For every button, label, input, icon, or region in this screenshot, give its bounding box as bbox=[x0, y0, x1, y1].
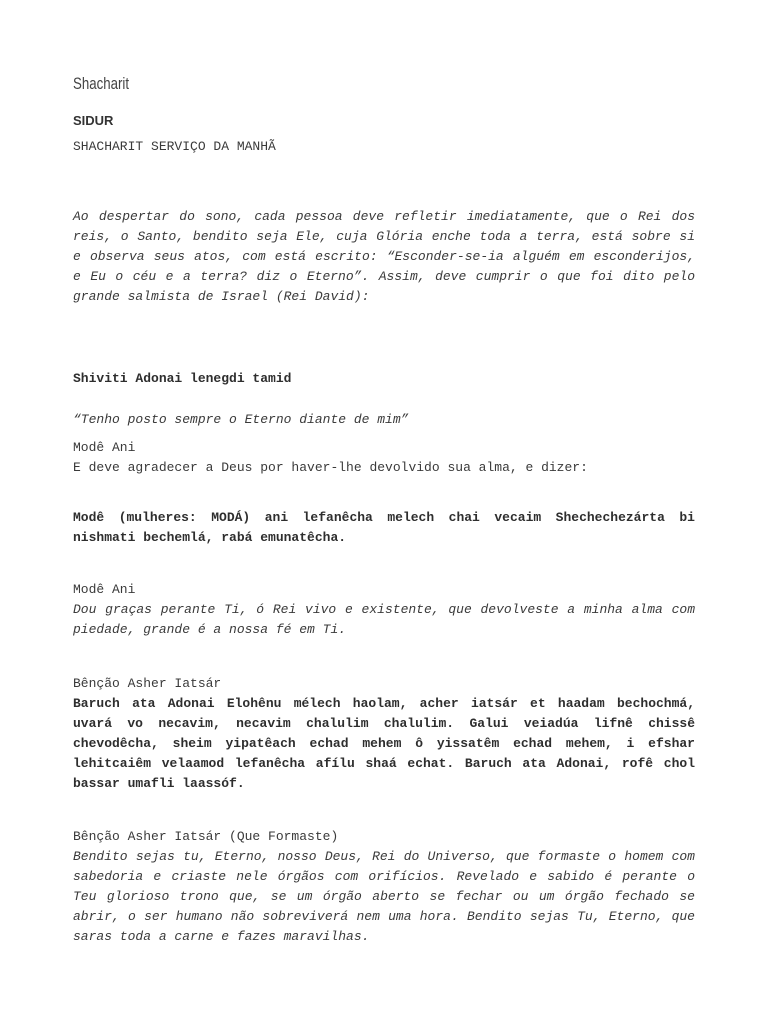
mode-ani-translation: Dou graças perante Ti, ó Rei vivo e existente, que devolveste a minha alma com piedade, grande é a nossa fé em Ti. bbox=[73, 602, 695, 637]
sidur-heading: SIDUR bbox=[73, 113, 114, 128]
mode-ani-label-2: Modê Ani bbox=[73, 582, 136, 597]
service-subtitle: SHACHARIT SERVIÇO DA MANHÃ bbox=[73, 139, 276, 154]
shiviti-translation: “Tenho posto sempre o Eterno diante de mim” bbox=[73, 412, 409, 427]
mode-ani-prayer: Modê (mulheres: MODÁ) ani lefanêcha melech chai vecaim Shechechezárta bi nishmati bechemlá, rabá emunatêcha. bbox=[73, 510, 695, 545]
shiviti-heading: Shiviti Adonai lenegdi tamid bbox=[73, 371, 292, 386]
asher-iatsar-prayer: Baruch ata Adonai Elohênu mélech haolam, acher iatsár et haadam bechochmá, uvará vo necavim, necavim chalulim chalulim. Galui veiadúa lifnê chissê chevodêcha, sheim yipatêach echad mehem ô yissatêm echad mehem, i efshar lehitcaiêm velaamod lefanêcha afílu shaá echat. Baruch ata Adonai, rofê chol bassar umafli laassóf. bbox=[73, 696, 695, 791]
asher-iatsar-label-2: Bênção Asher Iatsár (Que Formaste) bbox=[73, 829, 339, 844]
intro-paragraph: Ao despertar do sono, cada pessoa deve refletir imediatamente, que o Rei dos reis, o Santo, bendito seja Ele, cuja Glória enche toda a terra, está sobre si e observa seus atos, com está escrito: “Esconder-se-ia alguém em esconderijos, e Eu o céu e a terra? diz o Eterno”. Assim, deve cumprir o que foi dito pelo grande salmista de Israel (Rei David): bbox=[73, 209, 695, 304]
mode-ani-label: Modê Ani bbox=[73, 440, 136, 455]
asher-iatsar-label: Bênção Asher Iatsár bbox=[73, 676, 222, 691]
page-title: Shacharit bbox=[73, 74, 130, 93]
mode-ani-instruction: E deve agradecer a Deus por haver-lhe devolvido sua alma, e dizer: bbox=[73, 460, 588, 475]
asher-iatsar-translation: Bendito sejas tu, Eterno, nosso Deus, Rei do Universo, que formaste o homem com sabedoria e criaste nele órgãos com orifícios. Revelado e sabido é perante o Teu glorioso trono que, se um órgão aberto se fechar ou um órgão fechado se abrir, o ser humano não sobreviverá nem uma hora. Bendito sejas Tu, Eterno, que saras toda a carne e fazes maravilhas. bbox=[73, 849, 695, 944]
